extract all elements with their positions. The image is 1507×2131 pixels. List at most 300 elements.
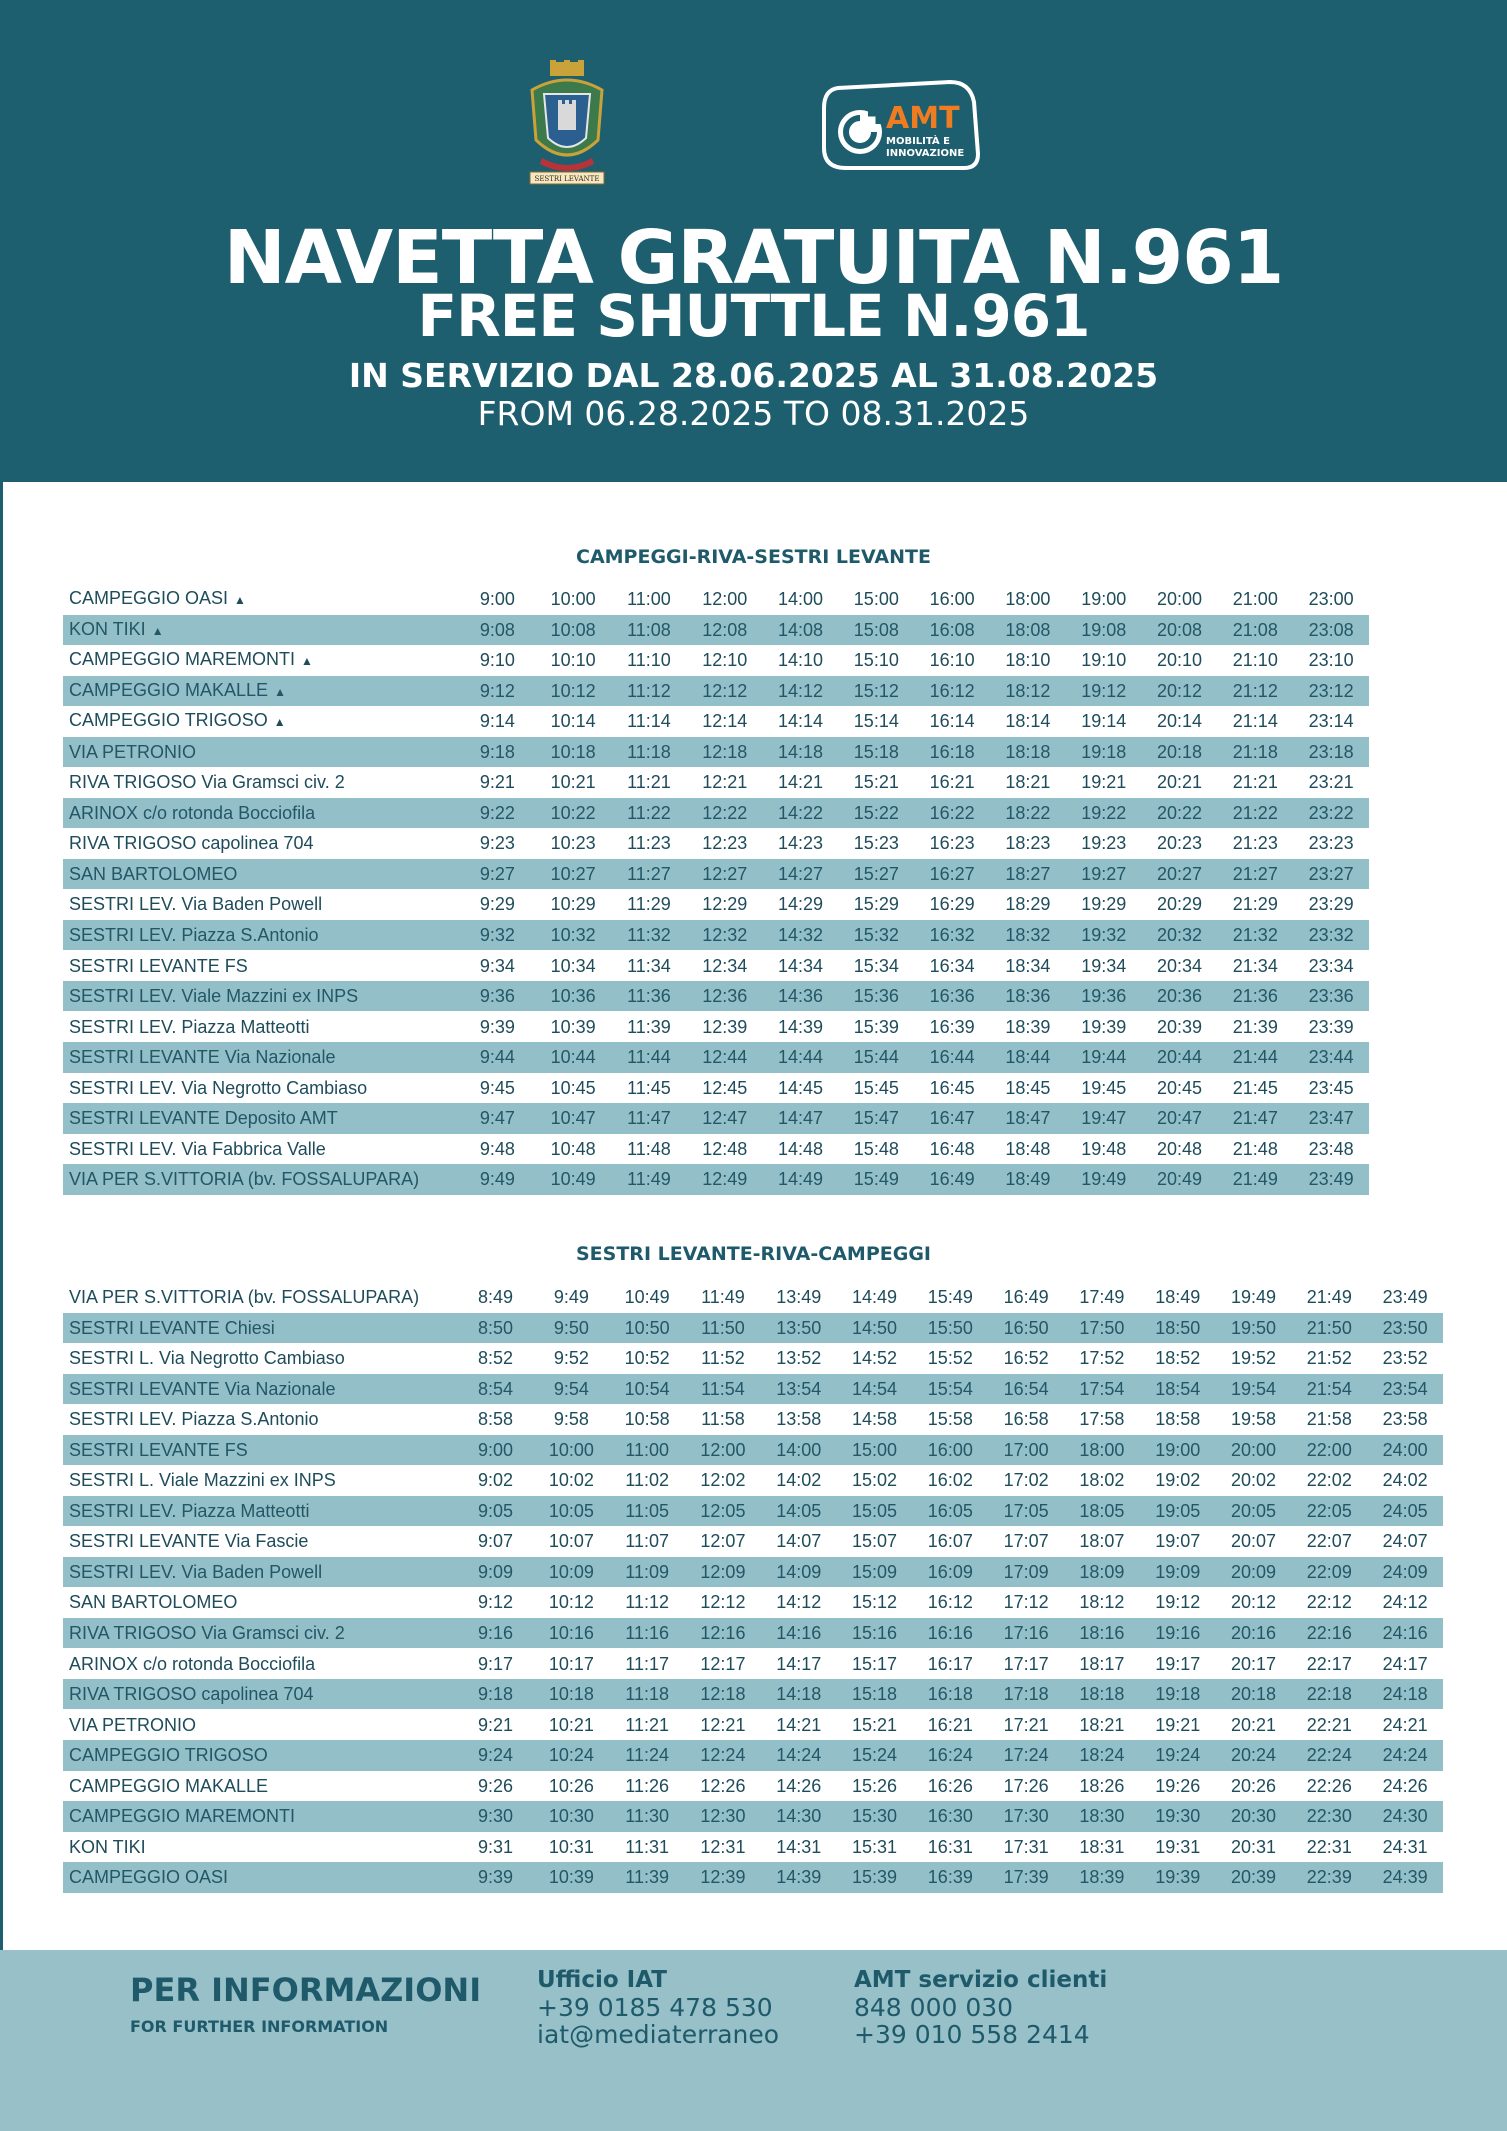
departure-time: 18:36 <box>1005 986 1051 1007</box>
departure-time: 9:21 <box>479 772 515 793</box>
departure-time: 23:27 <box>1308 863 1354 884</box>
departure-time: 19:50 <box>1230 1317 1277 1338</box>
departure-time: 11:30 <box>625 1806 669 1827</box>
departure-time: 24:07 <box>1382 1531 1428 1552</box>
iat-phone[interactable]: +39 0185 478 530 <box>537 1993 773 2022</box>
timetable-row <box>63 1618 1443 1648</box>
departure-time: 12:09 <box>700 1561 746 1582</box>
departure-time: 15:08 <box>853 619 899 640</box>
timetable-row <box>63 1710 1443 1740</box>
departure-time: 15:18 <box>853 741 899 762</box>
departure-time: 20:47 <box>1156 1108 1203 1129</box>
stop-name: SESTRI LEV. Piazza Matteotti <box>69 1500 310 1521</box>
stop-name: KON TIKI ▲ <box>69 618 164 639</box>
departure-time: 14:39 <box>778 1016 824 1037</box>
departure-time: 19:07 <box>1155 1531 1201 1552</box>
departure-time: 11:12 <box>627 680 671 701</box>
departure-time: 11:18 <box>627 741 671 762</box>
departure-time: 9:12 <box>479 680 515 701</box>
departure-time: 11:49 <box>627 1169 671 1190</box>
departure-time: 12:47 <box>702 1108 748 1129</box>
departure-time: 18:05 <box>1079 1500 1125 1521</box>
departure-time: 10:48 <box>550 1138 596 1159</box>
departure-time: 19:39 <box>1081 1016 1127 1037</box>
departure-time: 20:32 <box>1156 925 1203 946</box>
amt-phone-2[interactable]: +39 010 558 2414 <box>854 2020 1090 2049</box>
departure-time: 23:29 <box>1308 894 1354 915</box>
departure-time: 14:07 <box>776 1531 822 1552</box>
departure-time: 17:31 <box>1003 1836 1049 1857</box>
departure-time: 9:07 <box>478 1531 514 1552</box>
timetable-row <box>63 1042 1369 1072</box>
departure-time: 16:02 <box>927 1470 973 1491</box>
departure-time: 18:48 <box>1005 1138 1051 1159</box>
stop-name: SESTRI L. Via Negrotto Cambiaso <box>69 1348 345 1369</box>
departure-time: 9:21 <box>478 1714 514 1735</box>
departure-time: 10:00 <box>550 589 596 609</box>
departure-time: 13:58 <box>776 1409 822 1430</box>
departure-time: 11:36 <box>627 986 671 1007</box>
departure-time: 16:36 <box>929 986 975 1007</box>
stop-name: VIA PER S.VITTORIA (bv. FOSSALUPARA) <box>69 1287 420 1307</box>
timetable-row <box>63 737 1369 767</box>
departure-time: 16:14 <box>929 711 975 732</box>
departure-time: 11:31 <box>625 1836 669 1857</box>
departure-time: 22:18 <box>1306 1684 1352 1705</box>
departure-time: 14:08 <box>778 619 824 640</box>
departure-time: 21:23 <box>1232 833 1278 854</box>
departure-time: 19:08 <box>1081 619 1127 640</box>
departure-time: 15:30 <box>852 1806 898 1827</box>
departure-time: 9:00 <box>479 589 515 609</box>
departure-time: 10:31 <box>548 1836 594 1857</box>
stop-name: RIVA TRIGOSO capolinea 704 <box>69 833 314 854</box>
departure-time: 20:45 <box>1156 1077 1203 1098</box>
departure-time: 23:47 <box>1308 1108 1354 1129</box>
departure-time: 18:34 <box>1005 955 1051 976</box>
departure-time: 20:17 <box>1230 1653 1277 1674</box>
timetable-row <box>63 1496 1443 1526</box>
departure-time: 19:48 <box>1081 1138 1127 1159</box>
departure-time: 20:00 <box>1230 1439 1277 1460</box>
departure-time: 15:39 <box>852 1867 898 1888</box>
departure-time: 12:00 <box>702 589 748 609</box>
departure-time: 23:08 <box>1308 619 1354 640</box>
stop-name: SESTRI LEVANTE Via Nazionale <box>69 1047 336 1068</box>
departure-time: 10:30 <box>548 1806 594 1827</box>
departure-time: 21:52 <box>1306 1348 1352 1369</box>
departure-time: 19:44 <box>1081 1047 1127 1068</box>
tent-icon: ▲ <box>301 654 313 669</box>
departure-time: 9:22 <box>479 802 515 823</box>
departure-time: 18:58 <box>1155 1409 1201 1430</box>
departure-time: 18:12 <box>1005 680 1051 701</box>
departure-time: 15:49 <box>853 1169 899 1190</box>
departure-time: 18:30 <box>1079 1806 1125 1827</box>
timetable-row <box>63 584 1369 614</box>
departure-time: 21:27 <box>1232 863 1278 884</box>
stop-name: RIVA TRIGOSO Via Gramsci civ. 2 <box>69 1623 345 1644</box>
departure-time: 18:10 <box>1005 650 1051 671</box>
tent-icon: ▲ <box>273 715 286 730</box>
departure-time: 9:02 <box>478 1470 514 1491</box>
departure-time: 19:09 <box>1155 1561 1201 1582</box>
timetable-row <box>63 1740 1443 1770</box>
departure-time: 16:34 <box>929 955 975 976</box>
departure-time: 16:44 <box>929 1047 975 1068</box>
departure-time: 20:18 <box>1156 741 1203 762</box>
departure-time: 16:26 <box>927 1775 973 1796</box>
departure-time: 12:18 <box>700 1684 746 1705</box>
departure-time: 11:29 <box>627 894 671 915</box>
departure-time: 15:05 <box>852 1500 898 1521</box>
departure-time: 14:45 <box>778 1077 824 1098</box>
departure-time: 12:00 <box>700 1439 746 1460</box>
departure-time: 10:39 <box>548 1867 594 1888</box>
departure-time: 23:54 <box>1382 1378 1428 1399</box>
departure-time: 10:49 <box>624 1287 670 1307</box>
departure-time: 15:21 <box>853 772 899 793</box>
departure-time: 10:17 <box>548 1653 594 1674</box>
departure-time: 21:32 <box>1232 925 1278 946</box>
departure-time: 10:09 <box>548 1561 594 1582</box>
departure-time: 10:18 <box>550 741 596 762</box>
departure-time: 21:00 <box>1232 589 1278 609</box>
departure-time: 9:05 <box>478 1500 514 1521</box>
departure-time: 14:27 <box>778 863 824 884</box>
departure-time: 21:12 <box>1232 680 1278 701</box>
svg-text:SESTRI LEVANTE: SESTRI LEVANTE <box>534 175 600 183</box>
departure-time: 12:16 <box>700 1623 746 1644</box>
departure-time: 9:36 <box>479 986 515 1007</box>
departure-time: 20:24 <box>1230 1745 1277 1766</box>
stop-name: SESTRI LEV. Piazza S.Antonio <box>69 1409 319 1430</box>
footer-subtitle: FOR FURTHER INFORMATION <box>130 2017 389 2036</box>
departure-time: 15:49 <box>927 1287 973 1307</box>
departure-time: 24:00 <box>1382 1439 1428 1460</box>
departure-time: 19:21 <box>1155 1714 1201 1735</box>
departure-time: 16:23 <box>929 833 975 854</box>
stop-name: CAMPEGGIO MAKALLE <box>69 1775 269 1796</box>
departure-time: 22:26 <box>1306 1775 1352 1796</box>
timetable-row <box>63 828 1369 858</box>
departure-time: 14:00 <box>776 1439 822 1460</box>
departure-time: 10:52 <box>624 1348 670 1369</box>
departure-time: 9:12 <box>478 1592 514 1613</box>
departure-time: 15:02 <box>852 1470 898 1491</box>
timetable-row <box>63 1073 1369 1103</box>
departure-time: 17:00 <box>1003 1439 1049 1460</box>
departure-time: 21:36 <box>1232 986 1278 1007</box>
departure-time: 21:18 <box>1232 741 1278 762</box>
departure-time: 20:12 <box>1156 680 1203 701</box>
departure-time: 18:22 <box>1005 802 1051 823</box>
departure-time: 14:34 <box>778 955 824 976</box>
departure-time: 14:14 <box>778 711 824 732</box>
departure-time: 14:44 <box>778 1047 824 1068</box>
stop-name: CAMPEGGIO TRIGOSO ▲ <box>69 710 286 731</box>
header-banner <box>0 0 1507 482</box>
departure-time: 12:24 <box>700 1745 746 1766</box>
timetable-row <box>63 1649 1443 1679</box>
departure-time: 16:54 <box>1003 1378 1049 1399</box>
departure-time: 11:05 <box>625 1500 669 1521</box>
departure-time: 9:10 <box>479 650 515 671</box>
departure-time: 24:39 <box>1382 1867 1428 1888</box>
departure-time: 9:50 <box>553 1317 589 1338</box>
departure-time: 17:21 <box>1003 1714 1049 1735</box>
stop-name: VIA PETRONIO <box>69 1714 197 1735</box>
stop-name: CAMPEGGIO OASI <box>69 1867 229 1888</box>
departure-time: 14:32 <box>778 925 824 946</box>
departure-time: 9:18 <box>478 1684 514 1705</box>
departure-time: 10:14 <box>550 711 596 732</box>
departure-time: 15:17 <box>852 1653 898 1674</box>
departure-time: 12:05 <box>700 1500 746 1521</box>
departure-time: 19:29 <box>1081 894 1127 915</box>
departure-time: 20:27 <box>1156 863 1203 884</box>
departure-time: 21:10 <box>1232 650 1278 671</box>
departure-time: 20:39 <box>1156 1016 1203 1037</box>
departure-time: 17:52 <box>1079 1348 1125 1369</box>
stop-name: SESTRI LEVANTE FS <box>69 955 248 976</box>
departure-time: 23:49 <box>1382 1287 1428 1307</box>
departure-time: 21:47 <box>1232 1108 1278 1129</box>
stop-name: VIA PETRONIO <box>69 741 197 762</box>
departure-time: 23:50 <box>1382 1317 1428 1338</box>
departure-time: 21:29 <box>1232 894 1278 915</box>
svg-text:INNOVAZIONE: INNOVAZIONE <box>886 148 965 159</box>
departure-time: 16:12 <box>927 1592 973 1613</box>
departure-time: 9:52 <box>553 1348 589 1369</box>
departure-time: 9:23 <box>479 833 515 854</box>
departure-time: 20:09 <box>1230 1561 1277 1582</box>
departure-time: 9:29 <box>479 894 515 915</box>
departure-time: 18:44 <box>1005 1047 1051 1068</box>
departure-time: 9:39 <box>478 1867 514 1888</box>
timetable-row <box>63 1526 1443 1556</box>
departure-time: 23:21 <box>1308 772 1354 793</box>
departure-time: 17:54 <box>1079 1378 1125 1399</box>
departure-time: 12:21 <box>702 772 748 793</box>
timetable-row <box>63 1862 1443 1892</box>
departure-time: 11:17 <box>625 1653 669 1674</box>
departure-time: 11:47 <box>627 1108 671 1129</box>
departure-time: 17:05 <box>1003 1500 1049 1521</box>
city-crest-logo <box>522 60 612 188</box>
departure-time: 21:49 <box>1232 1169 1278 1190</box>
departure-time: 15:24 <box>852 1745 898 1766</box>
departure-time: 11:48 <box>627 1138 671 1159</box>
departure-time: 11:08 <box>627 619 671 640</box>
stop-name: CAMPEGGIO MAKALLE ▲ <box>69 679 286 700</box>
departure-time: 13:54 <box>776 1378 822 1399</box>
footer-info <box>0 1950 1507 2131</box>
departure-time: 12:02 <box>700 1470 746 1491</box>
departure-time: 19:27 <box>1081 863 1127 884</box>
departure-time: 21:22 <box>1232 802 1278 823</box>
departure-time: 21:14 <box>1232 711 1278 732</box>
departure-time: 10:12 <box>548 1592 594 1613</box>
departure-time: 24:18 <box>1382 1684 1428 1705</box>
departure-time: 14:48 <box>778 1138 824 1159</box>
departure-time: 14:02 <box>776 1470 822 1491</box>
departure-time: 16:47 <box>929 1108 975 1129</box>
departure-time: 22:24 <box>1306 1745 1352 1766</box>
departure-time: 14:23 <box>778 833 824 854</box>
departure-time: 11:24 <box>625 1745 669 1766</box>
departure-time: 18:18 <box>1079 1684 1125 1705</box>
departure-time: 18:27 <box>1005 863 1051 884</box>
departure-time: 12:48 <box>702 1138 748 1159</box>
departure-time: 15:50 <box>927 1317 973 1338</box>
departure-time: 21:44 <box>1232 1047 1278 1068</box>
amt-phone-1[interactable]: 848 000 030 <box>854 1993 1014 2022</box>
departure-time: 20:48 <box>1156 1138 1203 1159</box>
departure-time: 10:44 <box>550 1047 596 1068</box>
departure-time: 10:12 <box>550 680 596 701</box>
departure-time: 11:44 <box>627 1047 671 1068</box>
departure-time: 11:32 <box>627 925 671 946</box>
timetable-row <box>63 1801 1443 1831</box>
departure-time: 19:12 <box>1081 680 1127 701</box>
departure-time: 11:39 <box>627 1016 671 1037</box>
stop-name: SESTRI LEVANTE Deposito AMT <box>69 1108 338 1129</box>
departure-time: 15:26 <box>852 1775 898 1796</box>
departure-time: 23:44 <box>1308 1047 1354 1068</box>
timetable-row <box>63 1374 1443 1404</box>
departure-time: 23:00 <box>1308 589 1354 609</box>
title-italian: NAVETTA GRATUITA N.961 <box>223 215 1284 301</box>
stop-name: SESTRI LEV. Piazza S.Antonio <box>69 925 319 946</box>
departure-time: 10:34 <box>550 955 596 976</box>
iat-email[interactable]: iat@mediaterraneo <box>537 2020 780 2049</box>
departure-time: 9:54 <box>553 1378 589 1399</box>
departure-time: 16:31 <box>927 1836 973 1857</box>
departure-time: 11:00 <box>627 589 671 609</box>
departure-time: 10:29 <box>550 894 596 915</box>
stop-name: CAMPEGGIO TRIGOSO <box>69 1745 268 1766</box>
departure-time: 9:30 <box>478 1806 514 1827</box>
departure-time: 11:10 <box>627 650 671 671</box>
departure-time: 14:10 <box>778 650 824 671</box>
departure-time: 18:00 <box>1079 1439 1125 1460</box>
departure-time: 8:49 <box>478 1287 514 1307</box>
departure-time: 19:00 <box>1081 589 1127 609</box>
departure-time: 18:54 <box>1155 1378 1201 1399</box>
departure-time: 20:16 <box>1230 1623 1277 1644</box>
departure-time: 14:16 <box>776 1623 822 1644</box>
departure-time: 10:08 <box>550 619 596 640</box>
service-period-english: FROM 06.28.2025 TO 08.31.2025 <box>477 394 1030 433</box>
departure-time: 14:39 <box>776 1867 822 1888</box>
route2-timetable <box>63 1282 1443 1893</box>
departure-time: 12:26 <box>700 1775 746 1796</box>
departure-time: 11:52 <box>701 1348 745 1369</box>
departure-time: 24:16 <box>1382 1623 1428 1644</box>
timetable-row <box>63 1164 1369 1194</box>
departure-time: 18:21 <box>1005 772 1051 793</box>
departure-time: 9:17 <box>478 1653 514 1674</box>
departure-time: 12:12 <box>700 1592 746 1613</box>
departure-time: 19:18 <box>1081 741 1127 762</box>
departure-time: 17:39 <box>1003 1867 1049 1888</box>
departure-time: 10:50 <box>624 1317 670 1338</box>
departure-time: 20:39 <box>1230 1867 1277 1888</box>
departure-time: 24:17 <box>1382 1653 1428 1674</box>
departure-time: 16:48 <box>929 1138 975 1159</box>
departure-time: 17:09 <box>1003 1561 1049 1582</box>
departure-time: 14:49 <box>778 1169 824 1190</box>
departure-time: 18:02 <box>1079 1470 1125 1491</box>
departure-time: 23:22 <box>1308 802 1354 823</box>
departure-time: 18:00 <box>1005 589 1051 609</box>
departure-time: 21:50 <box>1306 1317 1352 1338</box>
departure-time: 24:30 <box>1382 1806 1428 1827</box>
departure-time: 12:34 <box>702 955 748 976</box>
departure-time: 11:45 <box>627 1077 671 1098</box>
stop-name: SESTRI L. Viale Mazzini ex INPS <box>69 1470 336 1491</box>
departure-time: 19:30 <box>1155 1806 1201 1827</box>
departure-time: 11:00 <box>625 1439 669 1460</box>
departure-time: 16:05 <box>927 1500 973 1521</box>
departure-time: 10:39 <box>550 1016 596 1037</box>
departure-time: 20:49 <box>1156 1169 1203 1190</box>
departure-time: 18:29 <box>1005 894 1051 915</box>
departure-time: 15:00 <box>852 1439 898 1460</box>
departure-time: 19:45 <box>1081 1077 1127 1098</box>
departure-time: 9:09 <box>478 1561 514 1582</box>
departure-time: 18:39 <box>1005 1016 1051 1037</box>
departure-time: 21:08 <box>1232 619 1278 640</box>
departure-time: 12:08 <box>702 619 748 640</box>
tent-icon: ▲ <box>151 623 164 638</box>
departure-time: 9:08 <box>479 619 515 640</box>
departure-time: 15:23 <box>853 833 899 854</box>
departure-time: 15:07 <box>852 1531 898 1552</box>
departure-time: 9:49 <box>479 1169 515 1190</box>
title-english: FREE SHUTTLE N.961 <box>417 282 1090 350</box>
departure-time: 18:09 <box>1079 1561 1125 1582</box>
timetable-row <box>63 676 1369 706</box>
departure-time: 12:49 <box>702 1169 748 1190</box>
departure-time: 16:29 <box>929 894 975 915</box>
route1-timetable <box>63 584 1369 1195</box>
departure-time: 19:14 <box>1081 711 1127 732</box>
departure-time: 22:02 <box>1306 1470 1352 1491</box>
departure-time: 20:05 <box>1230 1500 1277 1521</box>
departure-time: 23:32 <box>1308 925 1354 946</box>
tent-icon: ▲ <box>274 684 286 699</box>
departure-time: 10:47 <box>550 1108 596 1129</box>
departure-time: 15:16 <box>852 1623 898 1644</box>
departure-time: 11:21 <box>625 1714 669 1735</box>
departure-time: 10:27 <box>550 863 596 884</box>
stop-name: CAMPEGGIO MAREMONTI <box>69 1806 296 1827</box>
departure-time: 21:34 <box>1232 955 1278 976</box>
departure-time: 14:58 <box>852 1409 898 1430</box>
departure-time: 9:58 <box>553 1409 589 1430</box>
departure-time: 15:12 <box>853 680 899 701</box>
departure-time: 17:49 <box>1079 1287 1125 1307</box>
departure-time: 16:39 <box>927 1867 973 1888</box>
departure-time: 14:24 <box>776 1745 822 1766</box>
departure-time: 19:36 <box>1081 986 1127 1007</box>
departure-time: 9:44 <box>479 1047 515 1068</box>
departure-time: 19:02 <box>1155 1470 1201 1491</box>
departure-time: 18:23 <box>1005 833 1051 854</box>
departure-time: 19:22 <box>1081 802 1127 823</box>
